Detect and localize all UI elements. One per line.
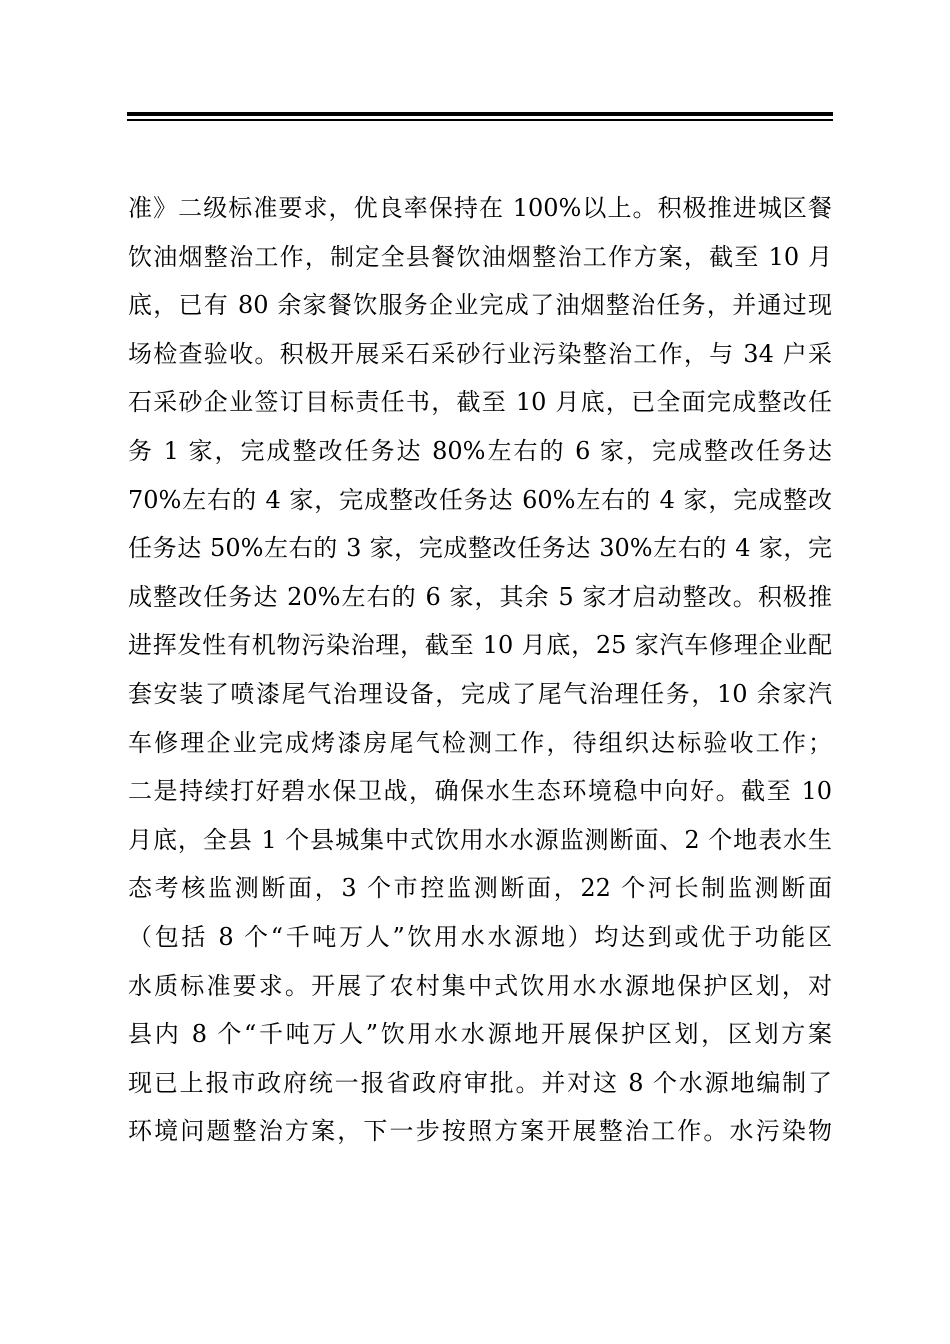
text-line: 底，已有 80 余家餐饮服务企业完成了油烟整治任务，并通过现 [128, 291, 832, 320]
text-line: 务 1 家，完成整改任务达 80%左右的 6 家，完成整改任务达 [128, 436, 832, 465]
text-line: 态考核监测断面，3 个市控监测断面，22 个河长制监测断面 [128, 874, 832, 903]
text-line: 月底，全县 1 个县城集中式饮用水水源监测断面、2 个地表水生 [128, 825, 832, 854]
text-line: 县内 8 个“千吨万人”饮用水水源地开展保护区划，区划方案 [128, 1020, 832, 1049]
text-line: 任务达 50%左右的 3 家，完成整改任务达 30%左右的 4 家，完 [128, 534, 832, 563]
text-line: 套安装了喷漆尾气治理设备，完成了尾气治理任务，10 余家汽 [128, 679, 832, 708]
text-line: 准》二级标准要求，优良率保持在 100%以上。积极推进城区餐 [128, 194, 832, 222]
text-line: （包括 8 个“千吨万人”饮用水水源地）均达到或优于功能区 [128, 922, 832, 951]
text-line: 环境问题整治方案，下一步按照方案开展整治工作。水污染物 [128, 1117, 832, 1146]
text-line: 70%左右的 4 家，完成整改任务达 60%左右的 4 家，完成整改 [128, 485, 832, 514]
header-rule-thick [127, 112, 833, 116]
body-paragraph [128, 184, 832, 1156]
text-line: 饮油烟整治工作，制定全县餐饮油烟整治工作方案，截至 10 月 [128, 242, 832, 271]
text-line: 车修理企业完成烤漆房尾气检测工作，待组织达标验收工作； [128, 728, 832, 757]
text-line: 水质标准要求。开展了农村集中式饮用水水源地保护区划，对 [128, 971, 832, 1000]
text-line: 成整改任务达 20%左右的 6 家，其余 5 家才启动整改。积极推 [128, 582, 832, 611]
header-rule-thin [127, 119, 833, 121]
text-line: 现已上报市政府统一报省政府审批。并对这 8 个水源地编制了 [128, 1068, 832, 1097]
text-line: 进挥发性有机物污染治理，截至 10 月底，25 家汽车修理企业配 [128, 631, 832, 660]
text-line: 场检查验收。积极开展采石采砂行业污染整治工作，与 34 户采 [128, 339, 832, 368]
text-line: 石采砂企业签订目标责任书，截至 10 月底，已全面完成整改任 [128, 388, 832, 417]
text-line: 二是持续打好碧水保卫战，确保水生态环境稳中向好。截至 10 [128, 777, 832, 806]
